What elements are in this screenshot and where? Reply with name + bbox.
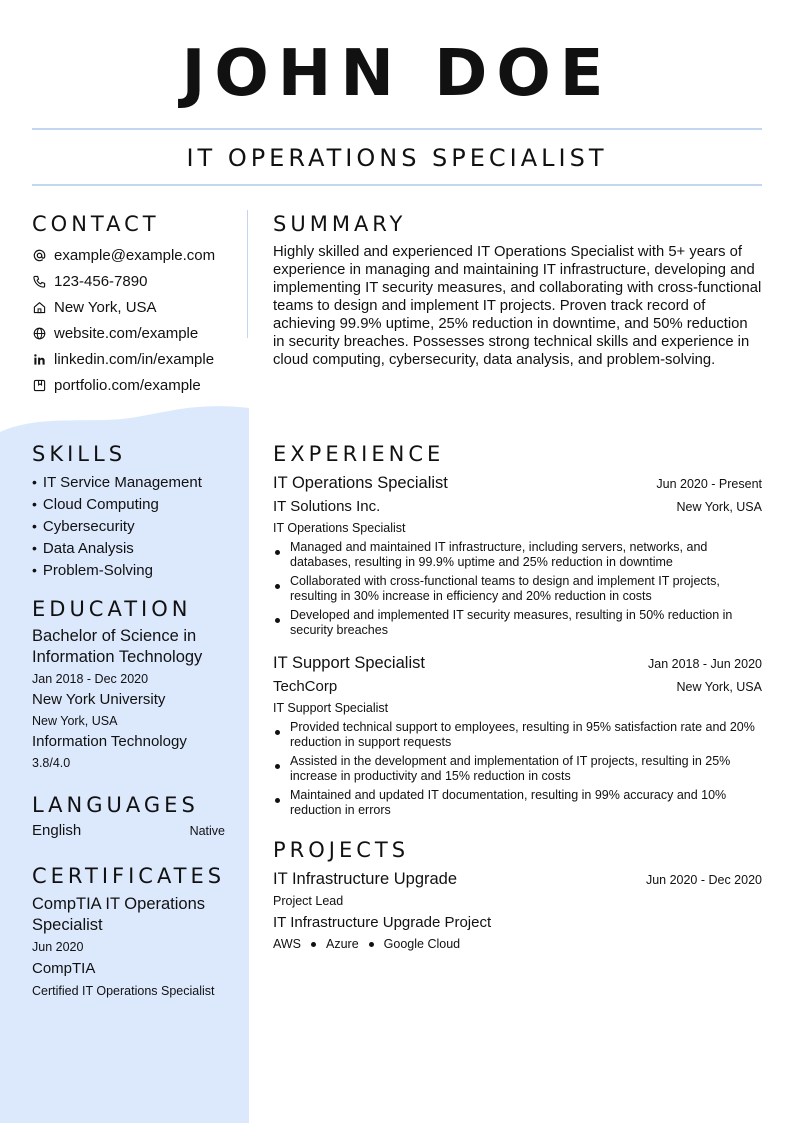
skill-item: • Cloud Computing (32, 493, 202, 515)
language-item (32, 822, 225, 839)
language-name: English (32, 822, 82, 839)
education-school: New York University (32, 691, 166, 708)
contact-location (32, 294, 215, 320)
candidate-name: JOHN DOE (181, 37, 613, 111)
job-dates: Jan 2018 - Jun 2020 (648, 657, 762, 671)
summary-heading: SUMMARY (273, 212, 407, 236)
job-bullets (273, 720, 762, 818)
certificates-heading: CERTIFICATES (32, 864, 226, 888)
phone-icon (32, 274, 46, 288)
job-company: IT Solutions Inc. (273, 498, 381, 515)
contact-linkedin[interactable] (32, 346, 215, 372)
skill-item: • Cybersecurity (32, 515, 202, 537)
job-bullet: Collaborated with cross-functional teams to design and implement IT projects, resulting in 30% increase in efficiency and 20% reduction in costs (273, 574, 762, 604)
job-subtitle: IT Support Specialist (273, 701, 389, 715)
linkedin-icon (32, 352, 46, 366)
globe-icon (32, 326, 46, 340)
certificate-entry (32, 894, 237, 1001)
education-entry (32, 626, 237, 773)
education-degree: Bachelor of Science in Information Technology (32, 627, 203, 666)
project-title: IT Infrastructure Upgrade (273, 870, 458, 888)
contact-portfolio[interactable] (32, 372, 215, 398)
experience-heading: EXPERIENCE (273, 442, 445, 466)
project-tool: Google Cloud (383, 937, 461, 951)
project-tools (273, 935, 762, 953)
home-icon (32, 300, 46, 314)
skills-heading: SKILLS (32, 442, 127, 466)
contact-website-text: website.com/example (54, 324, 199, 342)
certificate-description: Certified IT Operations Specialist (32, 984, 215, 998)
experience-entry (273, 652, 762, 822)
summary-text: Highly skilled and experienced IT Operations Specialist with 5+ years of experience in managing and maintaining IT infrastructure, developing and implementing IT security measures, and collaborating with cross-functional teams to design and implement IT projects. Proven track record of achieving 99.9% uptime, 25% reduction in downtime, and 50% reduction in security breaches. Possesses strong technical skills and experience in cloud computing, cybersecurity, data analysis, and problem-solving. (273, 244, 762, 368)
job-dates: Jun 2020 - Present (656, 477, 762, 491)
certificate-date: Jun 2020 (32, 940, 84, 954)
skill-item: • Problem-Solving (32, 559, 202, 581)
at-icon (32, 248, 46, 262)
job-bullets (273, 540, 762, 638)
contact-website[interactable] (32, 320, 215, 346)
experience-entry (273, 472, 762, 642)
contact-list (32, 242, 215, 398)
candidate-title: IT OPERATIONS SPECIALIST (186, 144, 608, 172)
job-subtitle: IT Operations Specialist (273, 521, 406, 535)
education-location: New York, USA (32, 714, 118, 728)
project-description: IT Infrastructure Upgrade Project (273, 914, 492, 931)
header-bottom-divider (32, 184, 762, 186)
skill-item: • IT Service Management (32, 471, 202, 493)
job-location: New York, USA (676, 680, 762, 694)
education-field: Information Technology (32, 733, 187, 750)
project-tool: AWS (273, 937, 302, 951)
job-bullet: Provided technical support to employees, resulting in 95% satisfaction rate and 20% reduction in support requests (273, 720, 762, 750)
job-location: New York, USA (676, 500, 762, 514)
contact-portfolio-text: portfolio.com/example (54, 376, 201, 394)
contact-linkedin-text: linkedin.com/in/example (54, 350, 215, 368)
education-gpa: 3.8/4.0 (32, 756, 71, 770)
skill-item: • Data Analysis (32, 537, 202, 559)
language-level: Native (189, 824, 225, 838)
certificate-title: CompTIA IT Operations Specialist (32, 895, 206, 934)
job-role: IT Operations Specialist (273, 474, 448, 492)
contact-phone-text: 123-456-7890 (54, 272, 148, 290)
portfolio-icon (32, 378, 46, 392)
job-bullet: Assisted in the development and implementation of IT projects, resulting in 25% increase in productivity and 15% reduction in costs (273, 754, 762, 784)
contact-phone[interactable] (32, 268, 215, 294)
job-company: TechCorp (273, 678, 338, 695)
certificate-issuer: CompTIA (32, 960, 96, 977)
projects-heading: PROJECTS (273, 838, 410, 862)
header-top-divider (32, 128, 762, 130)
column-divider (247, 210, 248, 338)
tool-separator (311, 942, 316, 947)
skills-list (32, 471, 202, 581)
languages-heading: LANGUAGES (32, 793, 199, 817)
project-dates: Jun 2020 - Dec 2020 (645, 873, 762, 887)
project-tool: Azure (326, 937, 359, 951)
job-bullet: Managed and maintained IT infrastructure, including servers, networks, and databases, resulting in 99.9% uptime and 25% reduction in downtime (273, 540, 762, 570)
project-role: Project Lead (273, 894, 344, 908)
job-bullet: Maintained and updated IT documentation, resulting in 99% accuracy and 10% reduction in errors (273, 788, 762, 818)
contact-location-text: New York, USA (54, 298, 157, 316)
job-bullet: Developed and implemented IT security measures, resulting in 50% reduction in security breaches (273, 608, 762, 638)
contact-email[interactable] (32, 242, 215, 268)
tool-separator (369, 942, 374, 947)
contact-email-text: example@example.com (54, 246, 216, 264)
education-heading: EDUCATION (32, 597, 192, 621)
education-dates: Jan 2018 - Dec 2020 (32, 672, 149, 686)
contact-heading: CONTACT (32, 212, 160, 236)
job-role: IT Support Specialist (273, 654, 425, 672)
project-entry (273, 868, 762, 953)
